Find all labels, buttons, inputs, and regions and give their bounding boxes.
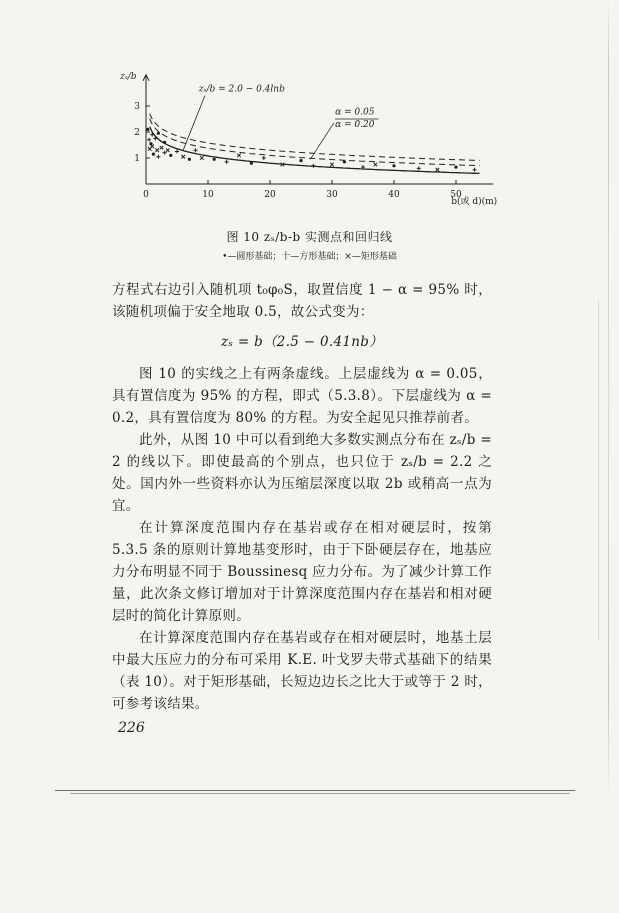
data-point-square bbox=[175, 150, 179, 154]
data-point-rect bbox=[160, 146, 164, 150]
alpha-label: α = 0.20 bbox=[335, 119, 375, 130]
data-point-circle bbox=[392, 164, 395, 167]
data-point-circle bbox=[454, 166, 457, 169]
data-point-rect bbox=[166, 148, 170, 152]
data-point-square bbox=[417, 166, 421, 170]
scan-edge bbox=[598, 300, 599, 640]
data-point-circle bbox=[146, 128, 149, 131]
figure-caption: 图 10 zₛ/b-b 实测点和回归线 bbox=[226, 230, 393, 244]
regression-line bbox=[150, 127, 480, 174]
data-point-square bbox=[156, 155, 160, 159]
data-point-rect bbox=[200, 156, 204, 160]
bottom-rule bbox=[70, 793, 570, 794]
data-point-circle bbox=[169, 154, 172, 157]
scan-edge bbox=[608, 0, 609, 800]
formula: zₛ = b（2.5 − 0.41nb） bbox=[221, 334, 383, 350]
data-point-rect bbox=[436, 168, 440, 172]
paragraph: 在计算深度范围内存在基岩或存在相对硬层时，按第 5.3.5 条的原则计算地基变形时，由于下卧硬层存在，地基应力分布明显不同于 Boussinesq 应力分布。为了减少计算工作量，此次条文修订增加对于计算深度范围内存在基岩和相对硬层时的简化计算原则。 bbox=[112, 520, 492, 624]
data-points bbox=[146, 128, 476, 172]
data-point-square bbox=[225, 160, 229, 164]
data-point-rect bbox=[155, 148, 159, 152]
y-tick-label: 1 bbox=[134, 154, 140, 164]
data-point-circle bbox=[213, 158, 216, 161]
chart-axes bbox=[143, 75, 493, 184]
x-tick-label: 50 bbox=[450, 190, 462, 200]
figure-legend: •—圆形基础；十—方形基础；×—矩形基础 bbox=[222, 252, 397, 262]
figure-10-chart bbox=[100, 28, 520, 218]
data-point-square bbox=[194, 148, 198, 152]
data-point-square bbox=[262, 156, 266, 160]
data-point-rect bbox=[237, 154, 241, 158]
x-tick-label: 0 bbox=[143, 190, 149, 200]
data-point-rect bbox=[330, 163, 334, 167]
data-point-circle bbox=[343, 160, 346, 163]
x-tick-label: 20 bbox=[264, 190, 276, 200]
data-point-square bbox=[311, 164, 315, 168]
data-point-circle bbox=[188, 158, 191, 161]
body-text bbox=[112, 279, 492, 715]
data-point-circle bbox=[299, 159, 302, 162]
x-tick-label: 10 bbox=[202, 190, 214, 200]
regression-label: zₛ/b = 2.0 − 0.4lnb bbox=[198, 84, 285, 95]
x-axis-label: b(或 d)(m) bbox=[451, 197, 498, 207]
data-point-rect bbox=[150, 145, 154, 149]
confidence-line bbox=[150, 114, 480, 161]
paragraph: 在计算深度范围内存在基岩或存在相对硬层时，地基土层中最大压应力的分布可采用 K.E. 叶戈罗夫带式基础下的结果（表 10）。对于矩形基础，长短边边长之比大于或等于 2 时，可参考该结果。 bbox=[112, 630, 492, 712]
data-point-circle bbox=[152, 153, 155, 156]
data-point-rect bbox=[181, 155, 185, 159]
regression-curves bbox=[150, 114, 480, 174]
x-tick-label: 30 bbox=[326, 190, 338, 200]
data-point-rect bbox=[374, 163, 378, 167]
y-tick-label: 3 bbox=[134, 102, 140, 112]
bottom-rule bbox=[55, 790, 575, 791]
chart-labels bbox=[119, 72, 497, 207]
y-axis-label: zₛ/b bbox=[120, 71, 137, 82]
page-number: 226 bbox=[118, 720, 145, 736]
paragraph: 方程式右边引入随机项 t₀φ₀S，取置信度 1 − α = 95% 时，该随机项偏于安全地取 0.5，故公式变为： bbox=[112, 282, 492, 320]
data-point-square bbox=[147, 138, 151, 142]
alpha-label: α = 0.05 bbox=[335, 107, 375, 118]
paragraph: 图 10 的实线之上有两条虚线。上层虚线为 α = 0.05，具有置信度为 95% 的方程，即式（5.3.8）。下层虚线为 α = 0.2，具有置信度为 80% 的方程。为安全起见只推荐前者。 bbox=[112, 366, 492, 426]
data-point-square bbox=[473, 168, 477, 172]
data-point-circle bbox=[250, 162, 253, 165]
x-tick-label: 40 bbox=[388, 190, 400, 200]
y-tick-label: 2 bbox=[134, 128, 140, 138]
data-point-circle bbox=[157, 132, 160, 135]
paragraph: 此外，从图 10 中可以看到绝大多数实测点分布在 zₛ/b = 2 的线以下。即使最高的个别点，也只位于 zₛ/b = 2.2 之处。国内外一些资料亦认为压缩层深度以取 2b 或稍高一点为宜。 bbox=[112, 432, 492, 514]
data-point-circle bbox=[163, 141, 166, 144]
